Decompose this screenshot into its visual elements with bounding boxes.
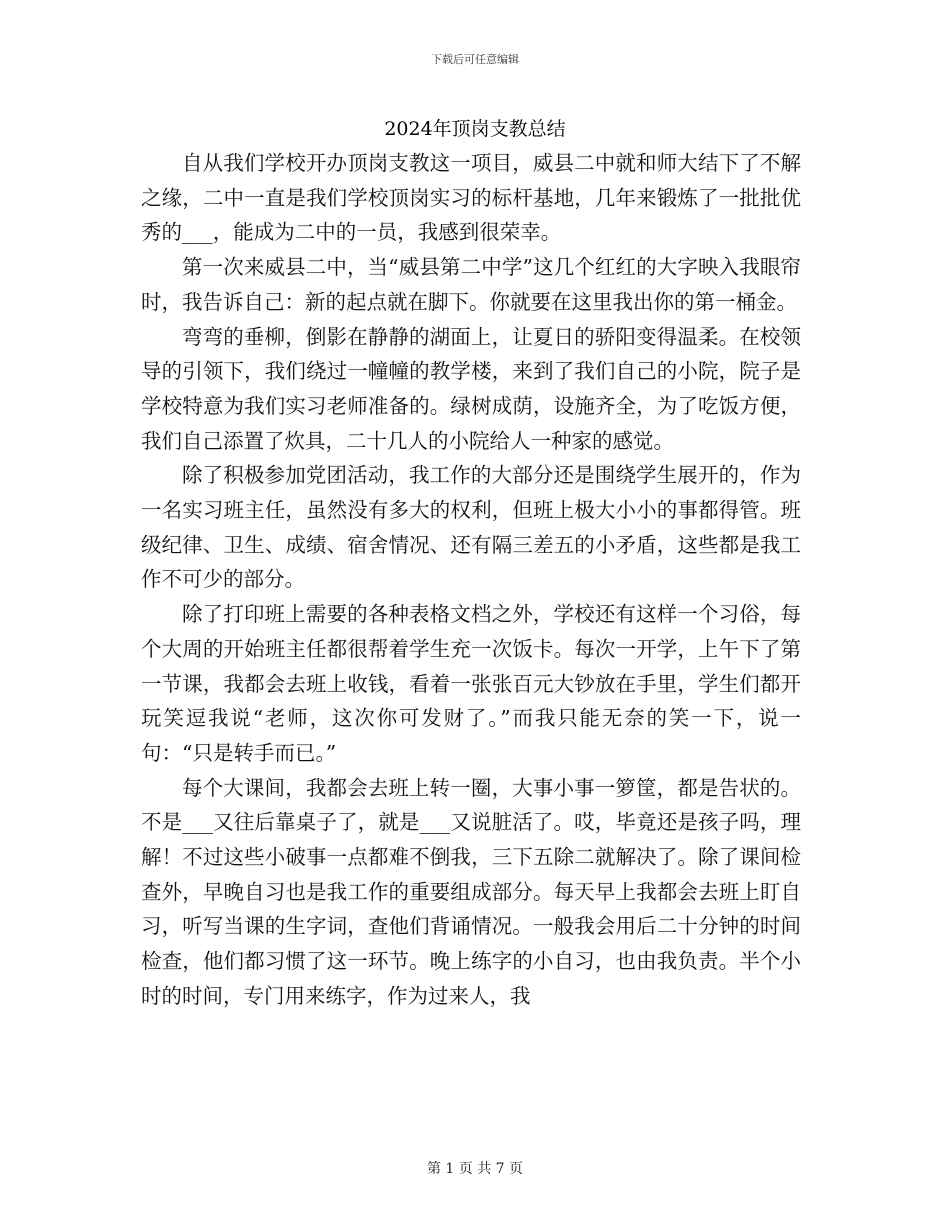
page-header-note: 下载后可任意编辑: [431, 53, 519, 66]
paragraph: 除了积极参加党团活动，我工作的大部分还是围绕学生展开的，作为一名实习班主任，虽然没有多大的权利，但班上极大小小的事都得管。班级纪律、卫生、成绩、宿舍情况、还有隔三差五的小矛盾，这些都是我工作不可少的部分。: [141, 463, 801, 592]
document-title: 2024年顶岗支教总结: [384, 118, 566, 140]
paragraph: 弯弯的垂柳，倒影在静静的湖面上，让夏日的骄阳变得温柔。在校领导的引领下，我们绕过一幢幢的教学楼，来到了我们自己的小院，院子是学校特意为我们实习老师准备的。绿树成荫，设施齐全，为了吃饭方便，我们自己添置了炊具，二十几人的小院给人一种家的感觉。: [141, 324, 801, 453]
paragraph: 每个大课间，我都会去班上转一圈，大事小事一箩筐，都是告状的。不是___又往后靠桌子了，就是___又说脏活了。哎，毕竟还是孩子吗，理解！不过这些小破事一点都难不倒我，三下五除二就解决了。除了课间检查外，早晚自习也是我工作的重要组成部分。每天早上我都会去班上盯自习，听写当课的生字词，查他们背诵情况。一般我会用后二十分钟的时间检查，他们都习惯了这一环节。晚上练字的小自习，也由我负责。半个小时的时间，专门用来练字，作为过来人，我: [141, 775, 801, 1008]
paragraph: 自从我们学校开办顶岗支教这一项目，威县二中就和师大结下了不解之缘，二中一直是我们学校顶岗实习的标杆基地，几年来锻炼了一批批优秀的___，能成为二中的一员，我感到很荣幸。: [141, 151, 801, 245]
page-number-footer: 第 1 页 共 7 页: [426, 1161, 524, 1177]
paragraph: 除了打印班上需要的各种表格文档之外，学校还有这样一个习俗，每个大周的开始班主任都很帮着学生充一次饭卡。每次一开学，上午下了第一节课，我都会去班上收钱，看着一张张百元大钞放在手里，学生们都开玩笑逗我说“老师，这次你可发财了。”而我只能无奈的笑一下，说一句：“只是转手而已。”: [141, 602, 801, 765]
paragraph: 第一次来威县二中，当“威县第二中学”这几个红红的大字映入我眼帘时，我告诉自己：新的起点就在脚下。你就要在这里我出你的第一桶金。: [141, 255, 801, 314]
document-body: [141, 146, 801, 1014]
